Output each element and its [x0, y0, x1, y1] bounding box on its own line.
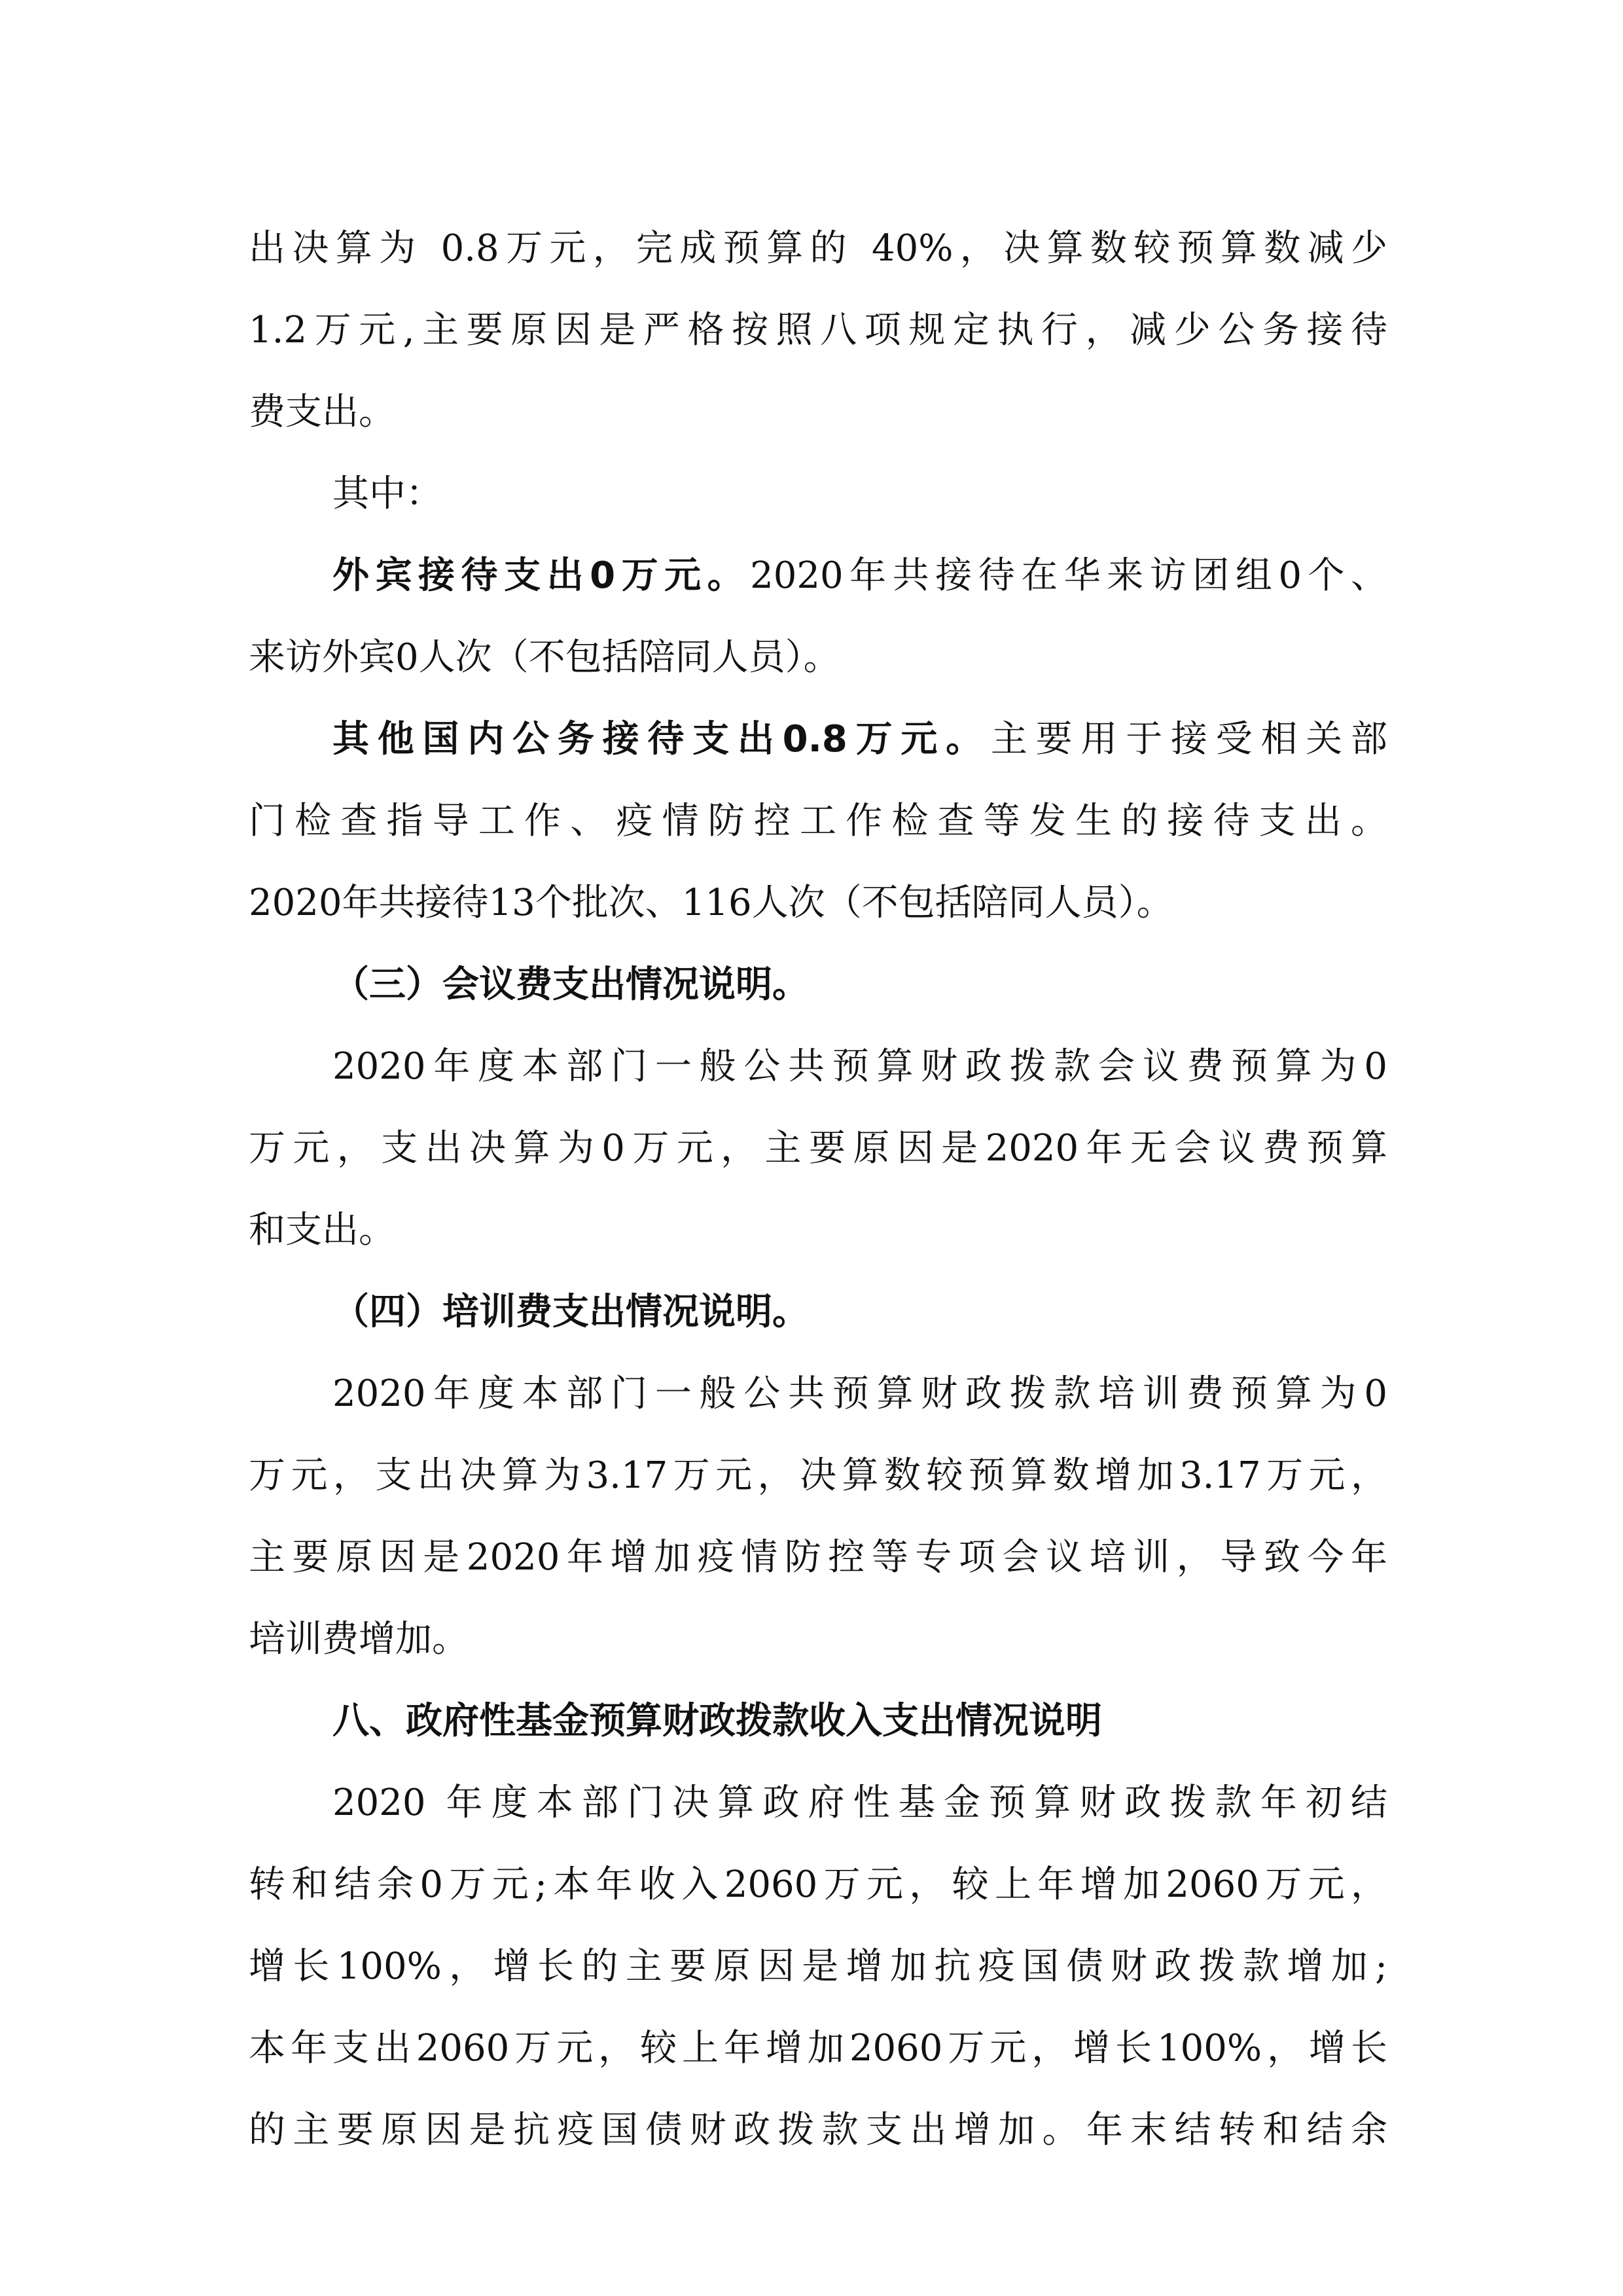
paragraph-line: 万元，支出决算为0万元，主要原因是2020年无会议费预算 [249, 1127, 1387, 1170]
paragraph-line: 1.2万元,主要原因是严格按照八项规定执行，减少公务接待 [249, 309, 1387, 351]
paragraph-line: 出决算为 0.8万元，完成预算的 40%，决算数较预算数减少 [249, 227, 1387, 270]
chapter-heading: 八、政府性基金预算财政拨款收入支出情况说明 [332, 1700, 1102, 1742]
paragraph-line: 其中： [332, 473, 442, 515]
paragraph-line: 本年支出2060万元，较上年增加2060万元，增长100%，增长 [249, 2027, 1387, 2070]
bold-lead-text: 其他国内公务接待支出0.8万元。 [332, 718, 991, 761]
paragraph-line [332, 540, 1387, 612]
paragraph-line: 万元，支出决算为3.17万元，决算数较预算数增加3.17万元， [249, 1454, 1387, 1497]
paragraph-line [332, 704, 1387, 776]
paragraph-line: 2020年度本部门一般公共预算财政拨款培训费预算为0 [332, 1372, 1387, 1415]
section-heading: （四）培训费支出情况说明。 [332, 1291, 809, 1333]
paragraph-line: 的主要原因是抗疫国债财政拨款支出增加。年末结转和结余 [249, 2109, 1387, 2151]
line-text: 主要用于接受相关部 [990, 718, 1387, 761]
paragraph-line: 门检查指导工作、疫情防控工作检查等发生的接待支出。 [249, 800, 1387, 842]
line-text: 2020年共接待在华来访团组0个、 [750, 554, 1387, 597]
bold-lead-text: 外宾接待支出0万元。 [332, 554, 751, 597]
paragraph-line: 2020年度本部门一般公共预算财政拨款会议费预算为0 [332, 1045, 1387, 1088]
paragraph-line: 2020 年度本部门决算政府性基金预算财政拨款年初结 [332, 1782, 1387, 1824]
paragraph-line: 转和结余0万元;本年收入2060万元，较上年增加2060万元， [249, 1863, 1387, 1906]
paragraph-line: 增长100%，增长的主要原因是增加抗疫国债财政拨款增加; [249, 1945, 1387, 1988]
paragraph-line: 费支出。 [249, 391, 395, 433]
section-heading: （三）会议费支出情况说明。 [332, 963, 809, 1006]
paragraph-line: 和支出。 [249, 1209, 395, 1251]
paragraph-line: 来访外宾0人次（不包括陪同人员）。 [249, 636, 840, 679]
paragraph-line: 主要原因是2020年增加疫情防控等专项会议培训，导致今年 [249, 1536, 1387, 1579]
paragraph-line: 2020年共接待13个批次、116人次（不包括陪同人员）。 [249, 882, 1173, 924]
paragraph-line: 培训费增加。 [249, 1618, 469, 1660]
